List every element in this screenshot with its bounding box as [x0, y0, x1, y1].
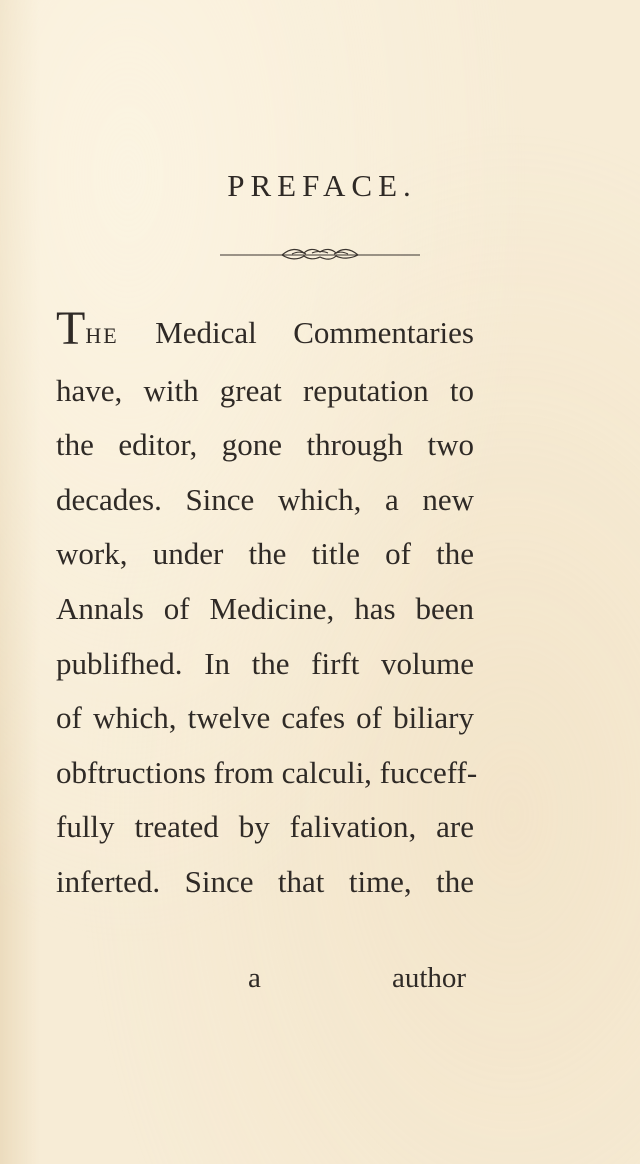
text-line: obftructions from calculi, fucceff- — [56, 754, 478, 790]
preface-paragraph — [56, 302, 478, 910]
signature-mark: a — [248, 962, 261, 994]
text-line: decades. Since which, a new — [56, 481, 474, 517]
text-line-1 — [56, 302, 474, 364]
page-heading: PREFACE. — [227, 168, 417, 203]
text-line: have, with great reputation to — [56, 372, 474, 408]
text-line: Annals of Medicine, has been — [56, 590, 474, 626]
text-line: publifhed. In the firft volume — [56, 645, 474, 681]
catchword: author — [392, 962, 467, 994]
small-caps-word: HE — [85, 323, 119, 348]
text-line: of which, twelve cafes of biliary — [56, 700, 474, 736]
text-line: work, under the title of the — [56, 536, 474, 572]
drop-cap: T — [56, 302, 86, 355]
ornamental-rule — [0, 246, 640, 267]
ornament-icon — [220, 246, 420, 262]
text-line: the editor, gone through two — [56, 427, 474, 463]
text-line: inferted. Since that time, the — [56, 863, 474, 899]
text-line: fully treated by falivation, are — [56, 809, 474, 845]
first-line-rest: Medical Commentaries — [118, 315, 474, 350]
